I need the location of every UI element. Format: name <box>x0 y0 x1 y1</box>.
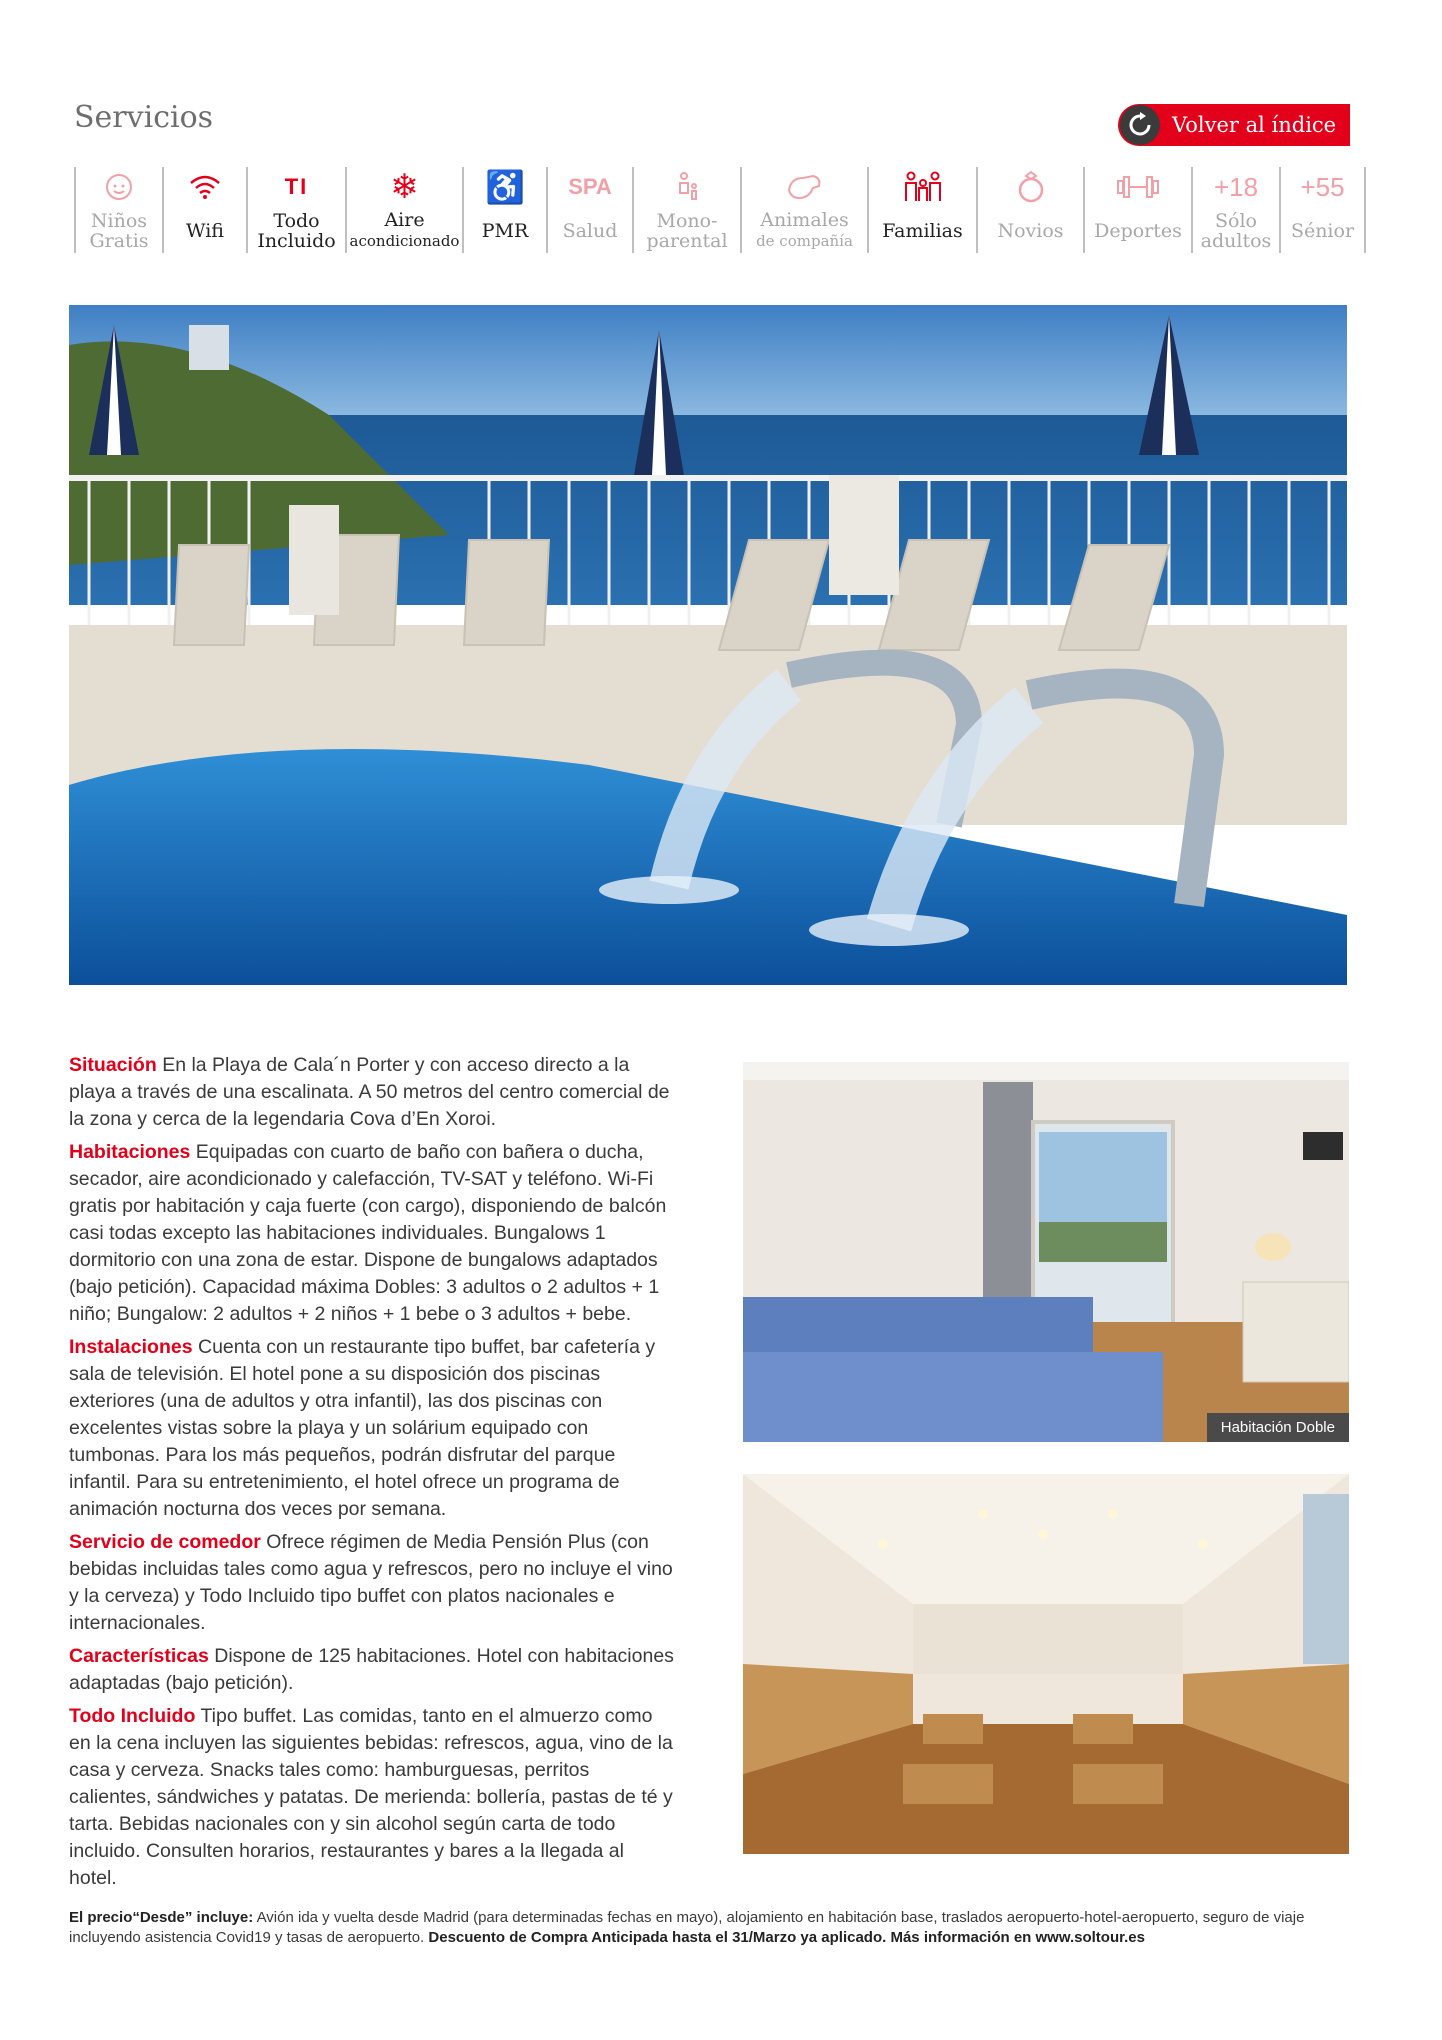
service-label: Familias <box>882 220 963 242</box>
service-label: Novios <box>997 220 1064 242</box>
service-deportes <box>1083 167 1191 253</box>
spa-icon: SPA <box>568 174 612 199</box>
section-caracteristicas <box>69 1643 675 1697</box>
ring-icon <box>978 167 1083 207</box>
service-label: Sénior <box>1290 220 1355 242</box>
hero-pool-image <box>69 305 1347 985</box>
wheelchair-icon: ♿ <box>485 169 525 205</box>
section-heading: Habitaciones <box>69 1141 191 1163</box>
service-label: Animales <box>760 209 849 231</box>
family-icon <box>869 167 976 207</box>
service-pmr <box>462 167 546 253</box>
service-label: PMR <box>481 220 529 242</box>
footnote-bold: Descuento de Compra Anticipada hasta el 31/Marzo ya aplicado. Más información en www.soltour.es <box>428 1929 1145 1946</box>
section-todo-incluido <box>69 1703 675 1892</box>
service-aire-acondicionado <box>345 167 462 253</box>
service-label: parental <box>646 230 728 252</box>
section-habitaciones <box>69 1139 675 1328</box>
section-heading: Todo Incluido <box>69 1705 196 1727</box>
service-label: Gratis <box>89 230 149 252</box>
page-title: Servicios <box>74 100 214 135</box>
service-label: de compañía <box>756 232 853 250</box>
adults-icon: +18 <box>1213 171 1259 202</box>
section-text: Dispone de 125 habitaciones. Hotel con habitaciones adaptadas (bajo petición). <box>69 1645 674 1694</box>
restaurant-photo <box>743 1474 1349 1854</box>
service-label: adultos <box>1200 230 1272 252</box>
pet-icon <box>742 167 867 207</box>
room-photo <box>743 1062 1349 1442</box>
service-label: Incluido <box>257 230 336 252</box>
section-text: Equipadas con cuarto de baño con bañera o ducha, secador, aire acondicionado y calefacción, TV-SAT y teléfono. Wi-Fi gratis por habitación y caja fuerte (con cargo), disponiendo de balcón casi todas excepto las habitaciones individuales. Bungalows 1 dormitorio con una zona de estar. Dispone de bungalows adaptados (bajo petición). Capacidad máxima Dobles: 3 adultos o 2 adultos + 1 niño; Bungalow: 2 adultos + 2 niños + 1 bebe o 3 adultos + bebe. <box>69 1141 667 1325</box>
service-monoparental <box>632 167 740 253</box>
service-label: acondicionado <box>349 232 460 250</box>
section-instalaciones <box>69 1334 675 1523</box>
service-animales <box>740 167 867 253</box>
footnote-label: El precio“Desde” incluye: <box>69 1909 254 1926</box>
service-familias <box>867 167 976 253</box>
section-heading: Servicio de comedor <box>69 1531 261 1553</box>
service-senior <box>1279 167 1366 253</box>
dumbbell-icon <box>1085 167 1191 207</box>
section-text: Ofrece régimen de Media Pensión Plus (con bebidas incluidas tales como agua y refrescos, pero no incluye el vino y la cerveza) y Todo Incluido tipo buffet con platos nacionales e internacionales. <box>69 1531 673 1634</box>
section-heading: Situación <box>69 1054 157 1076</box>
section-comedor <box>69 1529 675 1637</box>
section-situacion <box>69 1052 675 1133</box>
section-heading: Instalaciones <box>69 1336 193 1358</box>
back-to-index-button[interactable] <box>1118 104 1350 146</box>
senior-icon: +55 <box>1300 171 1345 202</box>
baby-face-icon <box>76 167 162 207</box>
service-todo-incluido <box>246 167 345 253</box>
snowflake-icon: ❄ <box>390 168 419 206</box>
service-label: Todo <box>273 210 320 232</box>
services-bar <box>74 167 1366 253</box>
service-label: Niños <box>90 210 148 232</box>
service-wifi <box>162 167 246 253</box>
service-ninos-gratis <box>74 167 162 253</box>
section-text: En la Playa de Cala´n Porter y con acceso directo a la playa a través de una escalinata. A 50 metros del centro comercial de la zona y cerca de la legendaria Cova d’En Xoroi. <box>69 1054 670 1130</box>
service-label: Deportes <box>1094 220 1182 242</box>
service-salud <box>546 167 632 253</box>
wifi-icon <box>164 167 246 207</box>
footnote-text: Avión ida y vuelta desde Madrid (para determinadas fechas en mayo), alojamiento en habitación base, traslados aeropuerto-hotel-aeropuerto, seguro de viaje incluyendo asistencia Covid19 y tasas de aeropuerto. <box>69 1909 1305 1946</box>
service-label: Salud <box>562 220 618 242</box>
ti-icon: TI <box>284 174 309 199</box>
hotel-description <box>69 1052 675 1898</box>
section-text: Cuenta con un restaurante tipo buffet, bar cafetería y sala de televisión. El hotel pone a su disposición dos piscinas exteriores (una de adultos y otra infantil), las dos piscinas con excelentes vistas sobre la playa y un solárium equipado con tumbonas. Para los más pequeños, podrán disfrutar del parque infantil. Para su entretenimiento, el hotel ofrece un programa de animación nocturna dos veces por semana. <box>69 1336 656 1520</box>
section-heading: Características <box>69 1645 209 1667</box>
back-button-label: Volver al índice <box>1172 113 1337 137</box>
service-novios <box>976 167 1083 253</box>
section-text: Tipo buffet. Las comidas, tanto en el almuerzo como en la cena incluyen las siguientes bebidas: refrescos, agua, vino de la casa y cerveza. Snacks tales como: hamburguesas, perritos calientes, sándwiches y patatas. De merienda: bollería, pastas de té y tarta. Bebidas nacionales con y sin alcohol según carta de todo incluido. Consulten horarios, restaurantes y bares a la llegada al hotel. <box>69 1705 673 1889</box>
refresh-arrow-icon <box>1120 105 1160 145</box>
service-label: Wifi <box>186 220 224 242</box>
service-label: Sólo <box>1215 210 1257 232</box>
service-solo-adultos <box>1191 167 1279 253</box>
price-footnote <box>69 1908 1349 1948</box>
room-photo-caption: Habitación Doble <box>1207 1413 1349 1442</box>
service-label: Mono- <box>656 210 718 232</box>
single-parent-icon <box>634 167 740 207</box>
service-label: Aire <box>384 209 425 231</box>
